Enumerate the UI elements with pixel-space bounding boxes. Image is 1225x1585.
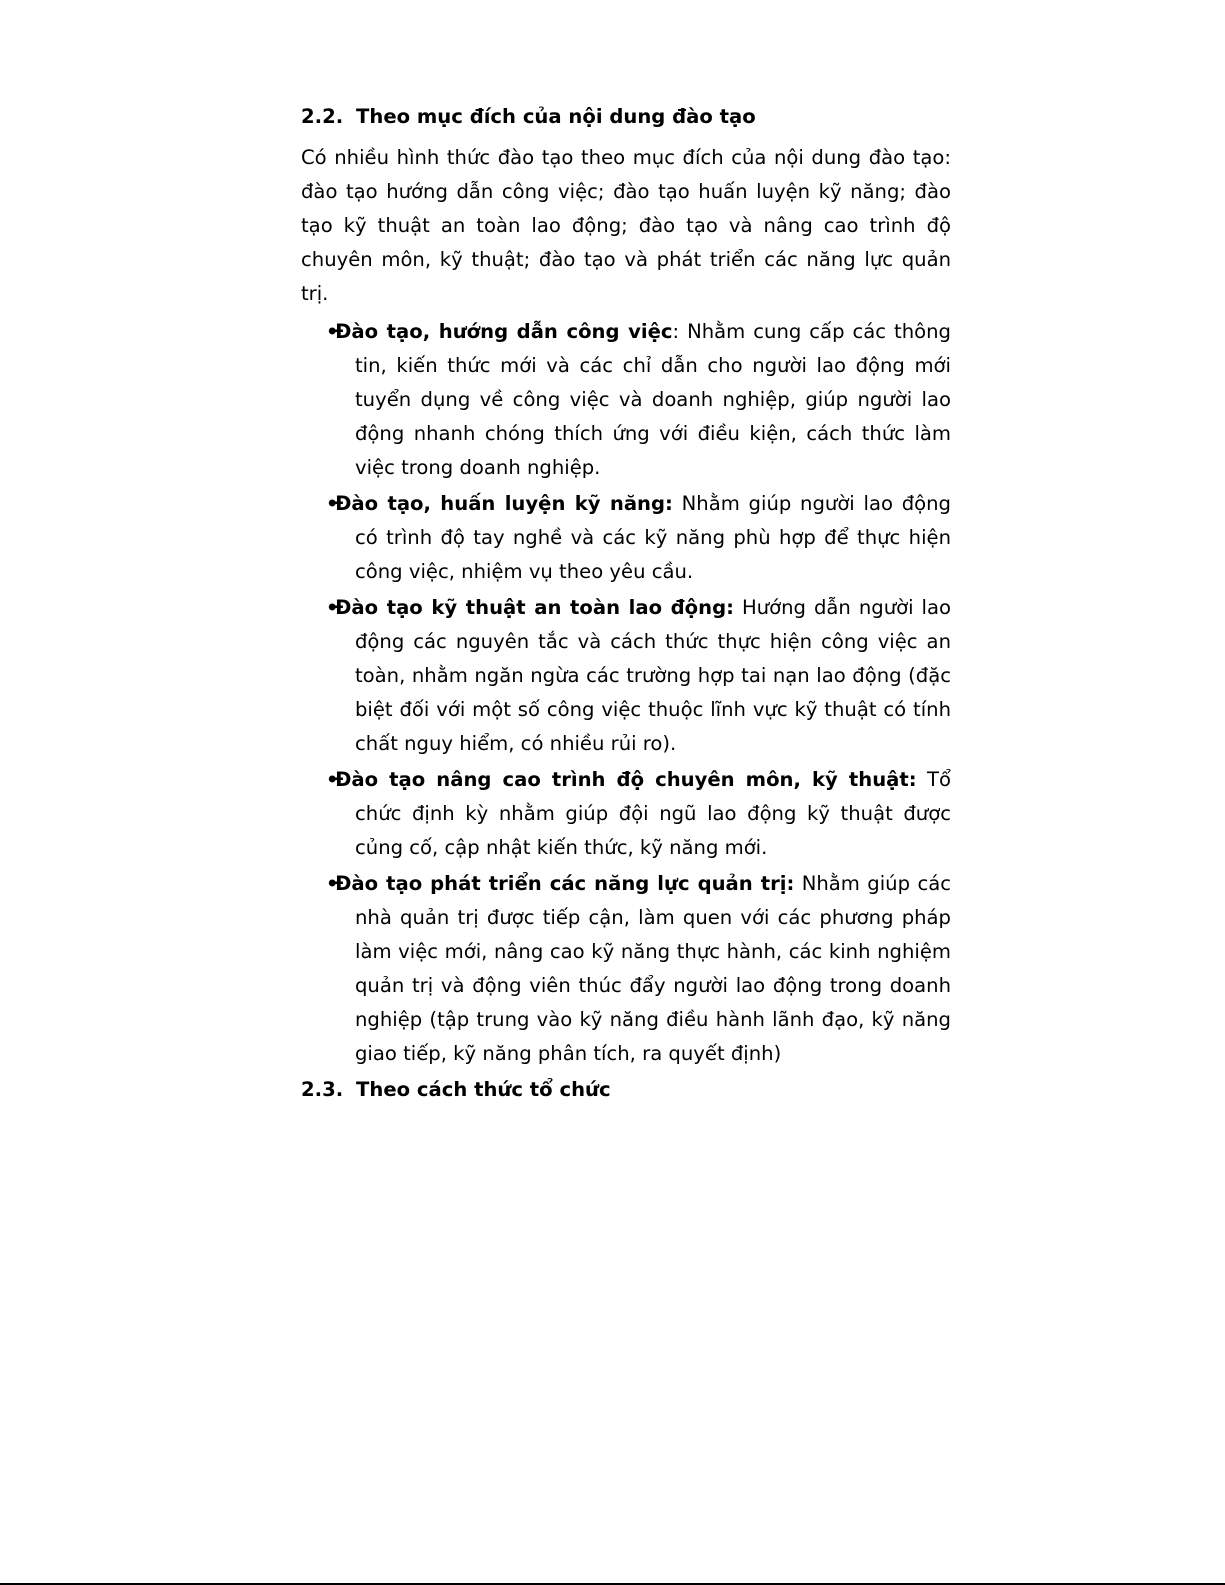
list-item	[301, 867, 951, 1071]
bullet-title: Đào tạo kỹ thuật an toàn lao động:	[335, 596, 734, 619]
bullet-icon: •	[326, 320, 339, 343]
section-title: Theo mục đích của nội dung đào tạo	[356, 105, 756, 128]
bullet-text: Tổ chức định kỳ nhằm giúp đội ngũ lao động kỹ thuật được củng cố, cập nhật kiến thức, kỹ năng mới.	[355, 768, 952, 859]
list-item	[301, 763, 951, 865]
bullet-text: Nhằm giúp các nhà quản trị được tiếp cận, làm quen với các phương pháp làm việc mới, nâng cao kỹ năng thực hành, các kinh nghiệm quản trị và động viên thúc đẩy người lao động trong doanh nghiệp (tập trung vào kỹ năng điều hành lãnh đạo, kỹ năng giao tiếp, kỹ năng phân tích, ra quyết định)	[355, 872, 951, 1065]
bullet-icon: •	[326, 768, 339, 791]
bullet-text: : Nhằm cung cấp các thông tin, kiến thức mới và các chỉ dẫn cho người lao động mới tuyển dụng về công việc và doanh nghiệp, giúp người lao động nhanh chóng thích ứng với điều kiện, cách thức làm việc trong doanh nghiệp.	[355, 320, 951, 479]
list-item	[301, 591, 951, 761]
bullet-text: Nhằm giúp người lao động có trình độ tay nghề và các kỹ năng phù hợp để thực hiện công việc, nhiệm vụ theo yêu cầu.	[355, 492, 951, 583]
list-item	[301, 315, 951, 485]
bullet-title: Đào tạo, hướng dẫn công việc	[335, 320, 673, 343]
bullet-text: Hướng dẫn người lao động các nguyên tắc và cách thức thực hiện công việc an toàn, nhằm ngăn ngừa các trường hợp tai nạn lao động (đặc biệt đối với một số công việc thuộc lĩnh vực kỹ thuật có tính chất nguy hiểm, có nhiều rủi ro).	[355, 596, 952, 755]
bullet-title: Đào tạo nâng cao trình độ chuyên môn, kỹ thuật:	[335, 768, 917, 791]
bullet-icon: •	[326, 492, 339, 515]
bullet-icon: •	[326, 872, 339, 895]
page-content	[301, 100, 951, 1107]
section-heading-2-2	[301, 100, 951, 134]
section-number: 2.3.	[301, 1078, 344, 1101]
section-number: 2.2.	[301, 105, 344, 128]
bullet-list	[301, 315, 951, 1071]
bullet-title: Đào tạo phát triển các năng lực quản trị:	[335, 872, 795, 895]
intro-paragraph: Có nhiều hình thức đào tạo theo mục đích của nội dung đào tạo: đào tạo hướng dẫn công việc; đào tạo huấn luyện kỹ năng; đào tạo kỹ thuật an toàn lao động; đào tạo và nâng cao trình độ chuyên môn, kỹ thuật; đào tạo và phát triển các năng lực quản trị.	[301, 146, 951, 305]
section-heading-2-3	[301, 1073, 951, 1107]
list-item	[301, 487, 951, 589]
bullet-title: Đào tạo, huấn luyện kỹ năng:	[335, 492, 673, 515]
bullet-icon: •	[326, 596, 339, 619]
section-title: Theo cách thức tổ chức	[356, 1078, 611, 1101]
